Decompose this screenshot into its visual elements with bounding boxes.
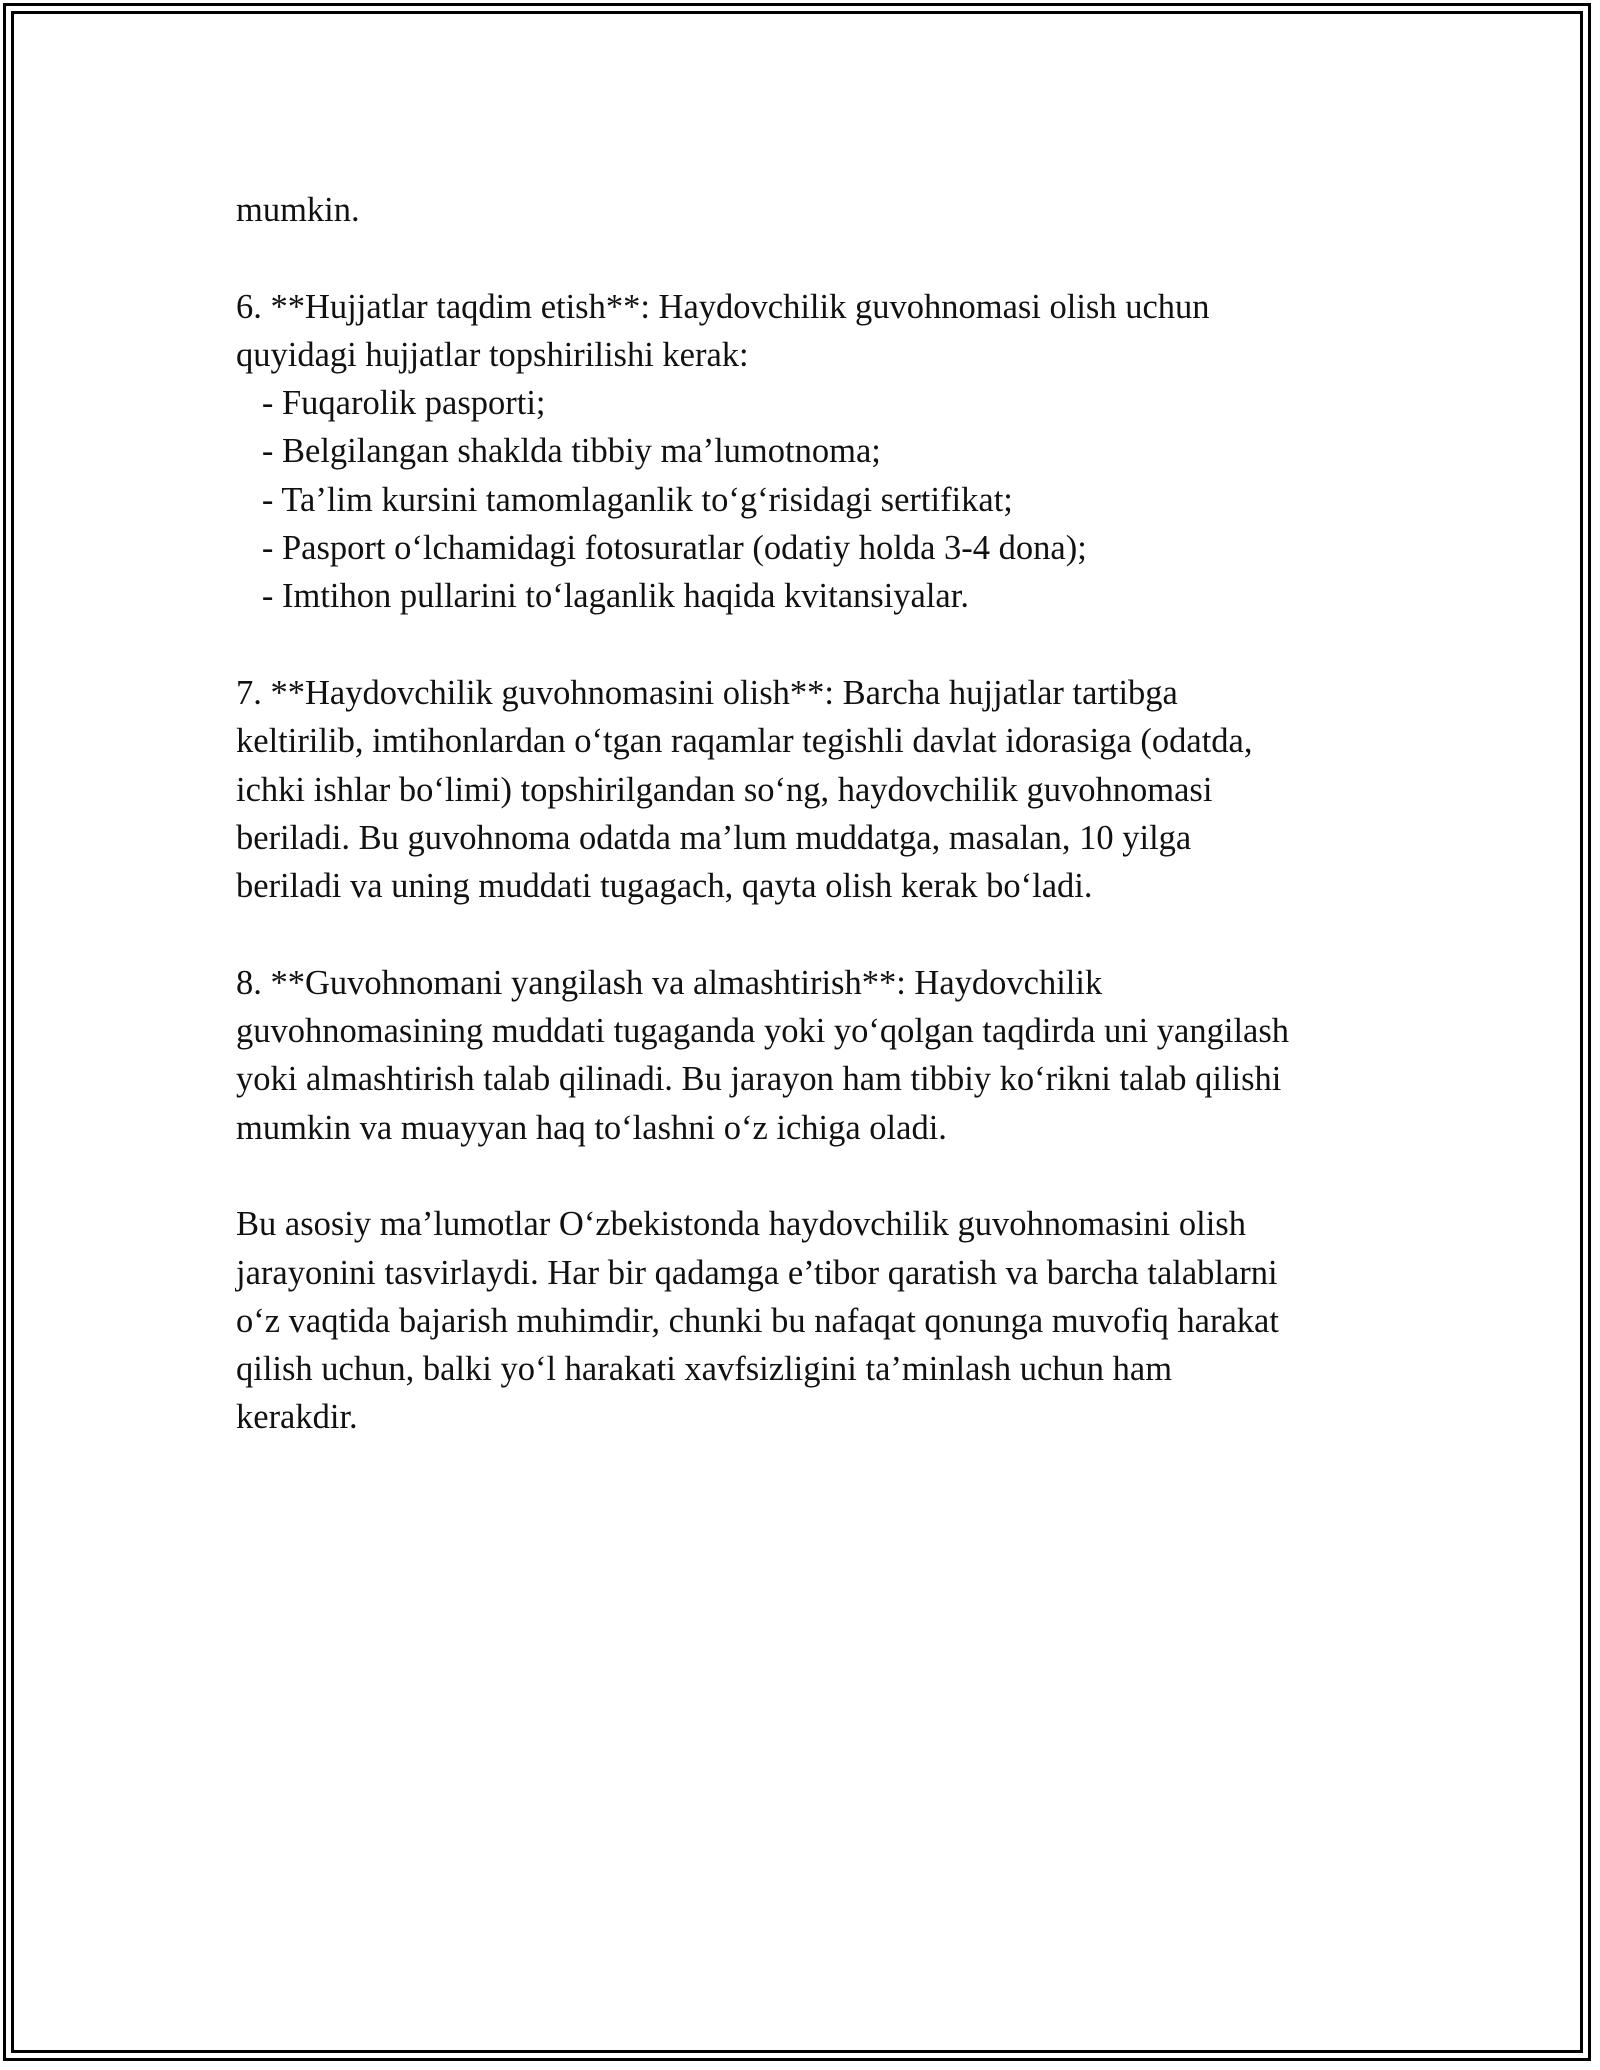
paragraph-conclusion <box>236 1200 1396 1441</box>
paragraph-spacer <box>236 910 1396 958</box>
text-line: guvohnomasining muddati tugaganda yoki yo‘qolgan taqdirda uni yangilash <box>236 1012 1290 1051</box>
text-line: Bu asosiy ma’lumotlar O‘zbekistonda haydovchilik guvohnomasini olish <box>236 1205 1246 1244</box>
text-line: mumkin va muayyan haq to‘lashni o‘z ichiga oladi. <box>236 1108 947 1147</box>
text-line: keltirilib, imtihonlardan o‘tgan raqamlar tegishli davlat idorasiga (odatda, <box>236 722 1253 761</box>
text-line: yoki almashtirish talab qilinadi. Bu jarayon ham tibbiy ko‘rikni talab qilishi <box>236 1060 1282 1099</box>
text-line: 7. **Haydovchilik guvohnomasini olish**: Barcha hujjatlar tartibga <box>236 673 1178 712</box>
text-line: o‘z vaqtida bajarish muhimdir, chunki bu nafaqat qonunga muvofiq harakat <box>236 1301 1279 1340</box>
text-line: 8. **Guvohnomani yangilash va almashtirish**: Haydovchilik <box>236 963 1103 1002</box>
text-line: 6. **Hujjatlar taqdim etish**: Haydovchilik guvohnomasi olish uchun <box>236 287 1210 326</box>
paragraph-intro-end <box>236 186 1396 234</box>
text-line: mumkin. <box>236 191 360 229</box>
list-item: - Imtihon pullarini to‘laganlik haqida kvitansiyalar. <box>236 577 969 616</box>
list-item: - Fuqarolik pasporti; <box>236 384 546 423</box>
paragraph-spacer <box>236 1152 1396 1200</box>
text-line: ichki ishlar bo‘limi) topshirilgandan so‘ng, haydovchilik guvohnomasi <box>236 770 1213 809</box>
text-line: jarayonini tasvirlaydi. Har bir qadamga e’tibor qaratish va barcha talablarni <box>236 1253 1278 1292</box>
document-body <box>236 186 1396 1442</box>
paragraph-step-8 <box>236 959 1396 1152</box>
text-line: quyidagi hujjatlar topshirilishi kerak: <box>236 335 749 374</box>
text-line: qilish uchun, balki yo‘l harakati xavfsizligini ta’minlash uchun ham <box>236 1350 1173 1389</box>
list-item: - Belgilangan shaklda tibbiy ma’lumotnoma; <box>236 432 881 471</box>
text-line: beriladi. Bu guvohnoma odatda ma’lum muddatga, masalan, 10 yilga <box>236 818 1192 857</box>
paragraph-step-7 <box>236 669 1396 910</box>
text-line: kerakdir. <box>236 1398 358 1437</box>
text-line: beriladi va uning muddati tugagach, qayta olish kerak bo‘ladi. <box>236 867 1093 906</box>
paragraph-step-6 <box>236 283 1396 621</box>
paragraph-spacer <box>236 621 1396 669</box>
list-item: - Pasport o‘lchamidagi fotosuratlar (odatiy holda 3-4 dona); <box>236 529 1087 568</box>
paragraph-spacer <box>236 234 1396 282</box>
list-item: - Ta’lim kursini tamomlaganlik to‘g‘risidagi sertifikat; <box>236 480 1013 519</box>
